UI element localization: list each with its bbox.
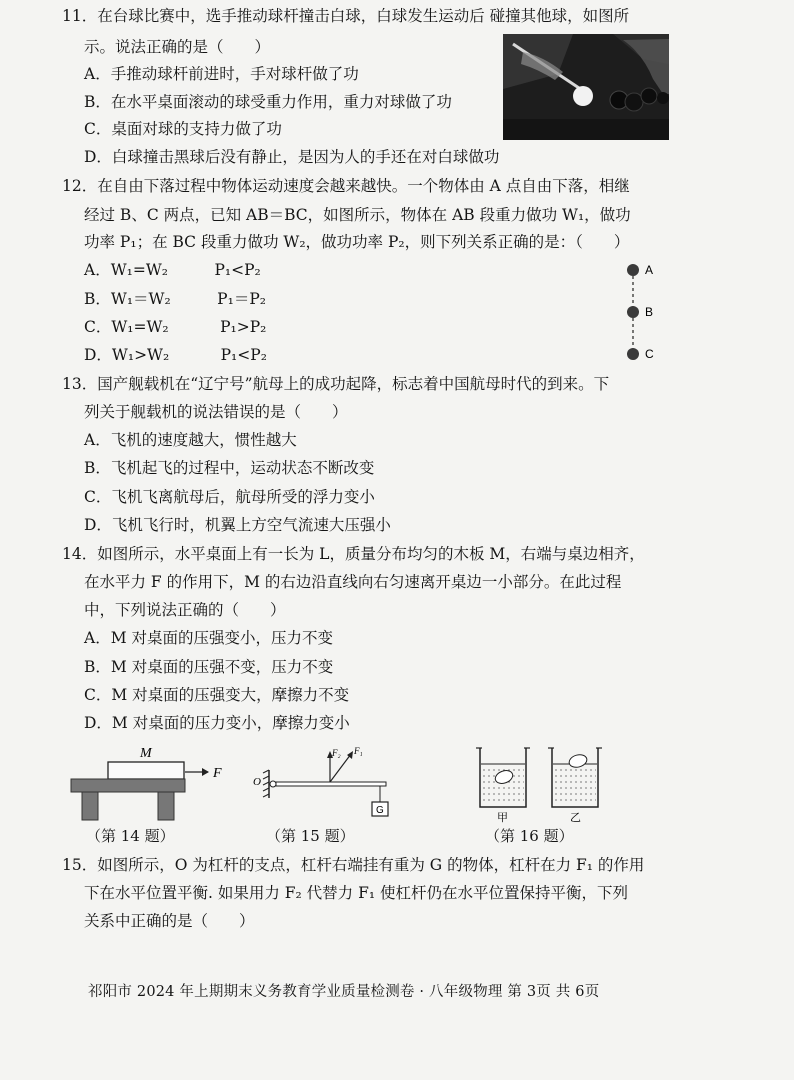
q12-label-b: B	[645, 305, 654, 319]
fig15-lever-bar	[276, 782, 386, 786]
q14-stem-line-3: 中，下列说法正确的（ ）	[84, 601, 286, 619]
fig15-label-o: O	[253, 776, 261, 788]
fig16-label-right: 乙	[570, 811, 581, 824]
q13-stem-line-1: 13．国产舰载机在“辽宁号”航母上的成功起降，标志着中国航母时代的到来。下	[62, 375, 610, 393]
q13-option-c: C．飞机飞离航母后，航母所受的浮力变小	[84, 488, 375, 506]
fig14-table-leg-right	[158, 792, 174, 820]
q13-option-d: D．飞机飞行时，机翼上方空气流速大压强小	[84, 516, 391, 534]
q14-option-d: D．M 对桌面的压力变小，摩擦力变小	[84, 714, 350, 732]
q12-point-b-ball	[627, 306, 639, 318]
q12-label-c: C	[645, 347, 654, 361]
fig16-beakers	[472, 745, 622, 825]
fig14-table-top	[71, 779, 185, 792]
q12-option-b: B．W₁＝W₂ P₁＝P₂	[84, 290, 266, 308]
fig15-lever	[245, 740, 395, 824]
q14-option-b: B．M 对桌面的压强不变，压力不变	[84, 658, 334, 676]
q12-stem-line-2: 经过 B、C 两点，已知 AB＝BC，如图所示，物体在 AB 段重力做功 W₁，做功	[84, 206, 631, 224]
page-footer: 祁阳市 2024 年上期期末义务教育学业质量检测卷 · 八年级物理 第 3页 共 6页	[88, 984, 600, 1000]
q13-stem-line-2: 列关于舰载机的说法错误的是（ ）	[84, 403, 348, 421]
fig14-label-f: F	[213, 766, 222, 781]
q15-stem-line-1: 15．如图所示，O 为杠杆的支点，杠杆右端挂有重为 G 的物体，杠杆在力 F₁ 的作用	[62, 856, 645, 874]
q14-option-c: C．M 对桌面的压强变大，摩擦力不变	[84, 686, 350, 704]
q11-stem-line-2: 示。说法正确的是（ ）	[84, 38, 271, 56]
fig15-force-f1-arrow	[330, 754, 351, 782]
fig14-board-m	[108, 762, 184, 779]
q11-option-b: B．在水平桌面滚动的球受重力作用，重力对球做了功	[84, 93, 452, 111]
fig15-label-f1: F₁	[354, 746, 363, 756]
q12-label-a: A	[645, 263, 654, 277]
fig16-caption: （第 16 题）	[485, 827, 574, 845]
q12-point-c-ball	[627, 348, 639, 360]
q12-point-a-ball	[627, 264, 639, 276]
fig16-label-left: 甲	[497, 811, 508, 824]
fig14-arrow-head	[202, 768, 209, 776]
q13-option-b: B．飞机起飞的过程中，运动状态不断改变	[84, 459, 375, 477]
q12-option-a: A．W₁=W₂ P₁<P₂	[84, 261, 261, 279]
fig16-water-right	[555, 770, 596, 800]
fig14-caption: （第 14 题）	[86, 827, 175, 845]
q11-option-d: D．白球撞击黑球后没有静止，是因为人的手还在对白球做功	[84, 148, 500, 166]
q12-stem-line-3: 功率 P₁；在 BC 段重力做功 W₂，做功功率 P₂，则下列关系正确的是：（ ）	[84, 233, 630, 251]
fig14-label-m: M	[140, 746, 152, 761]
q12-option-d: D．W₁>W₂ P₁<P₂	[84, 346, 267, 364]
q12-stem-line-1: 12．在自由下落过程中物体运动速度会越来越快。一个物体由 A 点自由下落，相继	[62, 177, 630, 195]
q11-stem-line-1: 11．在台球比赛中，选手推动球杆撞击白球，白球发生运动后 碰撞其他球，如图所	[62, 7, 630, 25]
q15-stem-line-2: 下在水平位置平衡. 如果用力 F₂ 代替力 F₁ 使杠杆仍在水平位置保持平衡，下列	[84, 884, 629, 902]
fig15-pivot-o	[270, 781, 276, 787]
q14-option-a: A．M 对桌面的压强变小，压力不变	[84, 629, 333, 647]
fig14-table-leg-left	[82, 792, 98, 820]
q11-billiards-photo	[503, 34, 669, 140]
q11-option-a: A．手推动球杆前进时，手对球杆做了功	[84, 65, 359, 83]
fig14-board-on-table	[68, 742, 238, 824]
q13-option-a: A．飞机的速度越大，惯性越大	[84, 431, 297, 449]
q14-stem-line-1: 14．如图所示，水平桌面上有一长为 L，质量分布均匀的木板 M，右端与桌边相齐，	[62, 545, 645, 563]
q12-falling-object-figure	[620, 258, 670, 362]
q12-option-c: C．W₁=W₂ P₁>P₂	[84, 318, 267, 336]
fig16-egg-left	[493, 768, 514, 785]
fig16-egg-right	[568, 753, 588, 769]
fig15-caption: （第 15 题）	[266, 827, 355, 845]
q15-stem-line-3: 关系中正确的是（ ）	[84, 912, 255, 930]
fig15-label-f2: F₂	[332, 748, 341, 758]
q14-stem-line-2: 在水平力 F 的作用下，M 的右边沿直线向右匀速离开桌边一小部分。在此过程	[84, 573, 622, 591]
fig15-label-g: G	[376, 805, 384, 816]
q11-option-c: C．桌面对球的支持力做了功	[84, 120, 282, 138]
